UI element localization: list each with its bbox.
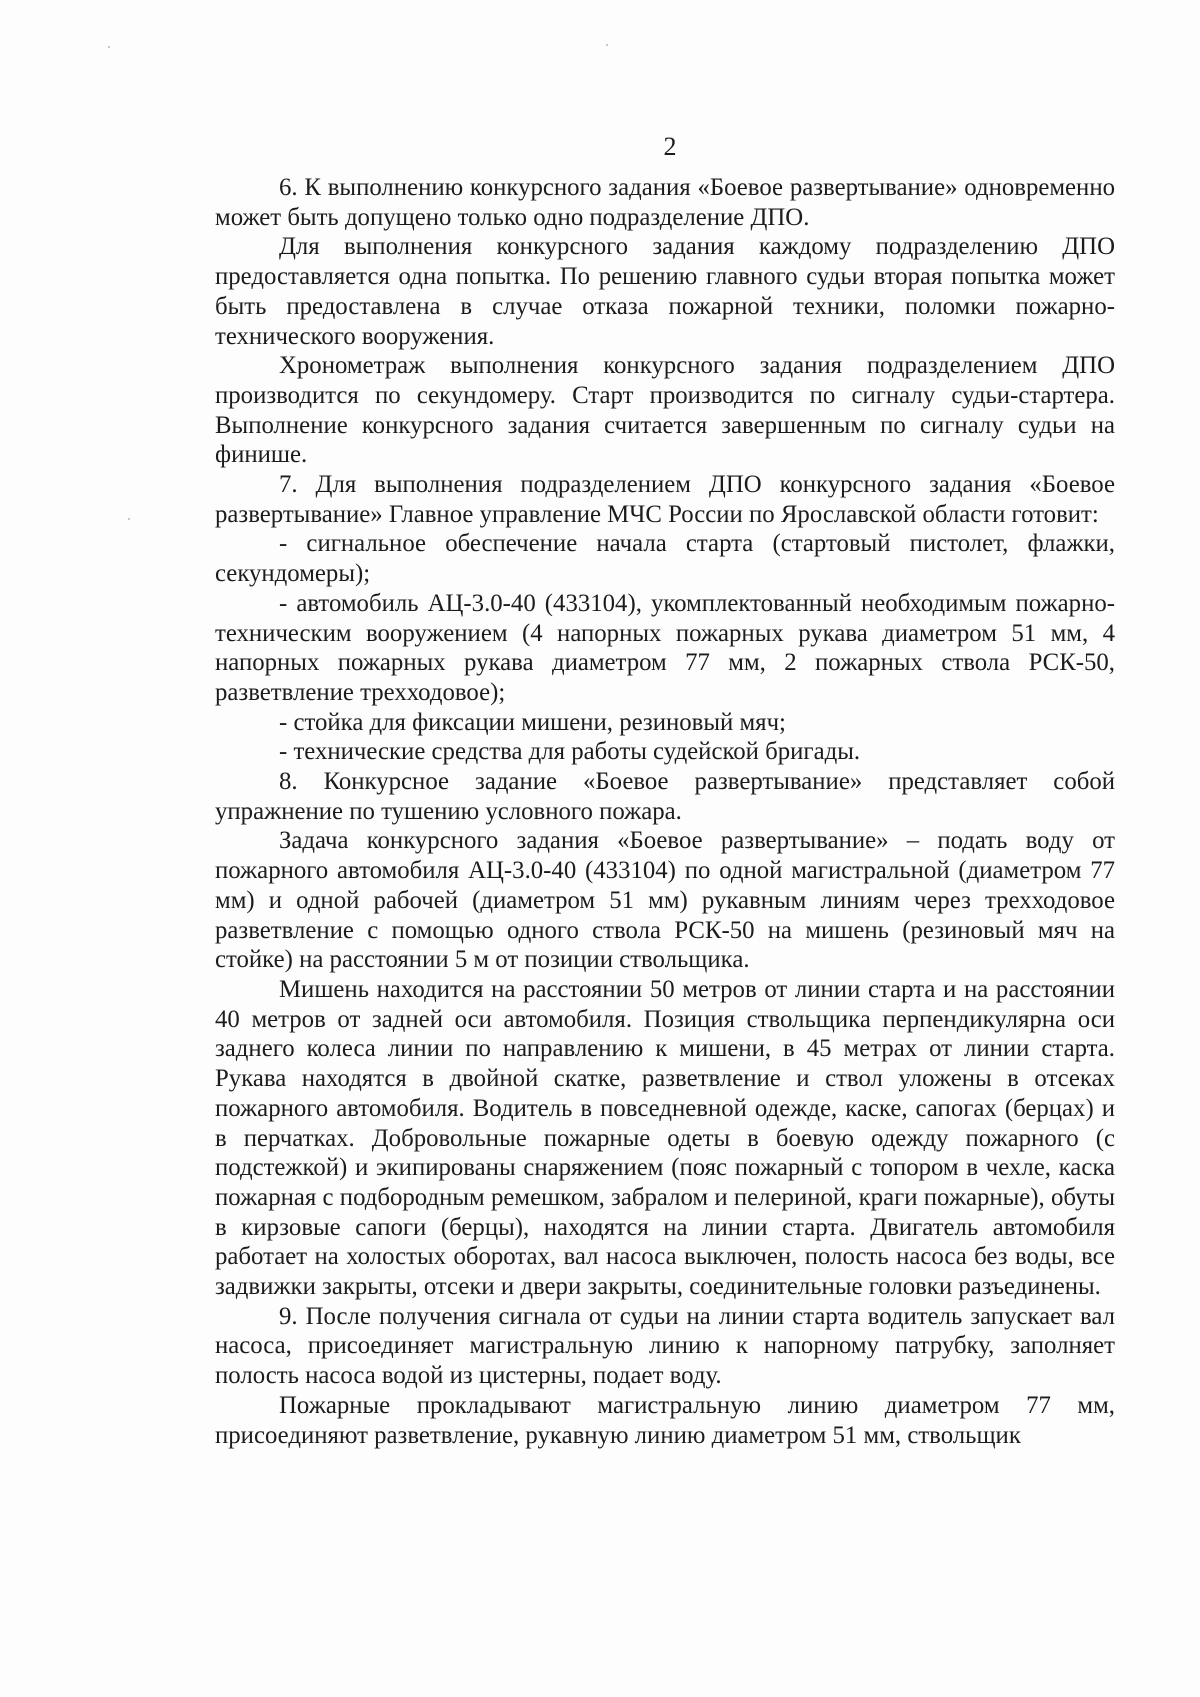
paragraph-hose-laying: Пожарные прокладывают магистральную линию диаметром 77 мм, присоединяют разветвление, рукавную линию диаметром 51 мм, ствольщик [215, 1391, 1115, 1449]
list-item-judges-equipment: - технические средства для работы судейской бригады. [279, 738, 861, 766]
paragraph-attempts: Для выполнения конкурсного задания каждому подразделению ДПО предоставляется одна попытка. По решению главного судьи вторая попытка может быть предоставлена в случае отказа пожарной техники, поломки пожарно-технического вооружения. [215, 233, 1115, 350]
page-number: 2 [663, 132, 677, 161]
paragraph-7-intro: 7. Для выполнения подразделением ДПО конкурсного задания «Боевое развертывание» Главное управление МЧС России по Ярославской области готовит: [215, 471, 1115, 528]
paragraph-8-intro: 8. Конкурсное задание «Боевое развертывание» представляет собой упражнение по тушению условного пожара. [215, 768, 1115, 825]
scan-speck [108, 46, 110, 48]
document-body [215, 173, 1115, 1450]
list-item-signal: - сигнальное обеспечение начала старта (стартовый пистолет, флажки, секундомеры); [215, 530, 1115, 588]
paragraph-6-intro: 6. К выполнению конкурсного задания «Боевое развертывание» одновременно может быть допущено только одно подразделение ДПО. [215, 174, 1115, 231]
paragraph-9-intro: 9. После получения сигнала от судьи на линии старта водитель запускает вал насоса, присоединяет магистральную линию к напорному патрубку, заполняет полость насоса водой из цистерны, подает воду. [215, 1302, 1115, 1390]
paragraph-task: Задача конкурсного задания «Боевое развертывание» – подать воду от пожарного автомобиля АЦ-3.0-40 (433104) по одной магистральной (диаметром 77 мм) и одной рабочей (диаметром 51 мм) рукавным линиям через трехходовое разветвление с помощью одного ствола РСК-50 на мишень (резиновый мяч на стойке) на расстоянии 5 м от позиции ствольщика. [215, 827, 1115, 974]
paragraph-timing: Хронометраж выполнения конкурсного задания подразделением ДПО производится по секундомеру. Старт производится по сигналу судьи-стартера. Выполнение конкурсного задания считается завершенным по сигналу судьи на финише. [215, 352, 1115, 469]
scan-speck [606, 44, 608, 46]
list-item-vehicle: - автомобиль АЦ-3.0-40 (433104), укомплектованный необходимым пожарно-техническим вооружением (4 напорных пожарных рукава диаметром 51 мм, 4 напорных пожарных рукава диаметром 77 мм, 2 пожарных ствола РСК-50, разветвление трехходовое); [215, 589, 1115, 706]
scan-speck [128, 518, 130, 520]
paragraph-target-position: Мишень находится на расстоянии 50 метров от линии старта и на расстоянии 40 метров от задней оси автомобиля. Позиция ствольщика перпендикулярна оси заднего колеса линии по направлению к мишени, в 45 метрах от линии старта. Рукава находятся в двойной скатке, разветвление и ствол уложены в отсеках пожарного автомобиля. Водитель в повседневной одежде, каске, сапогах (берцах) и в перчатках. Добровольные пожарные одеты в боевую одежду пожарного (с подстежкой) и экипированы снаряжением (пояс пожарный с топором в чехле, каска пожарная с подбородным ремешком, забралом и пелериной, краги пожарные), обуты в кирзовые сапоги (берцы), находятся на линии старта. Двигатель автомобиля работает на холостых оборотах, вал насоса выключен, полость насоса без воды, все задвижки закрыты, отсеки и двери закрыты, соединительные головки разъединены. [215, 975, 1115, 1301]
list-item-target-stand: - стойка для фиксации мишени, резиновый мяч; [279, 708, 786, 736]
